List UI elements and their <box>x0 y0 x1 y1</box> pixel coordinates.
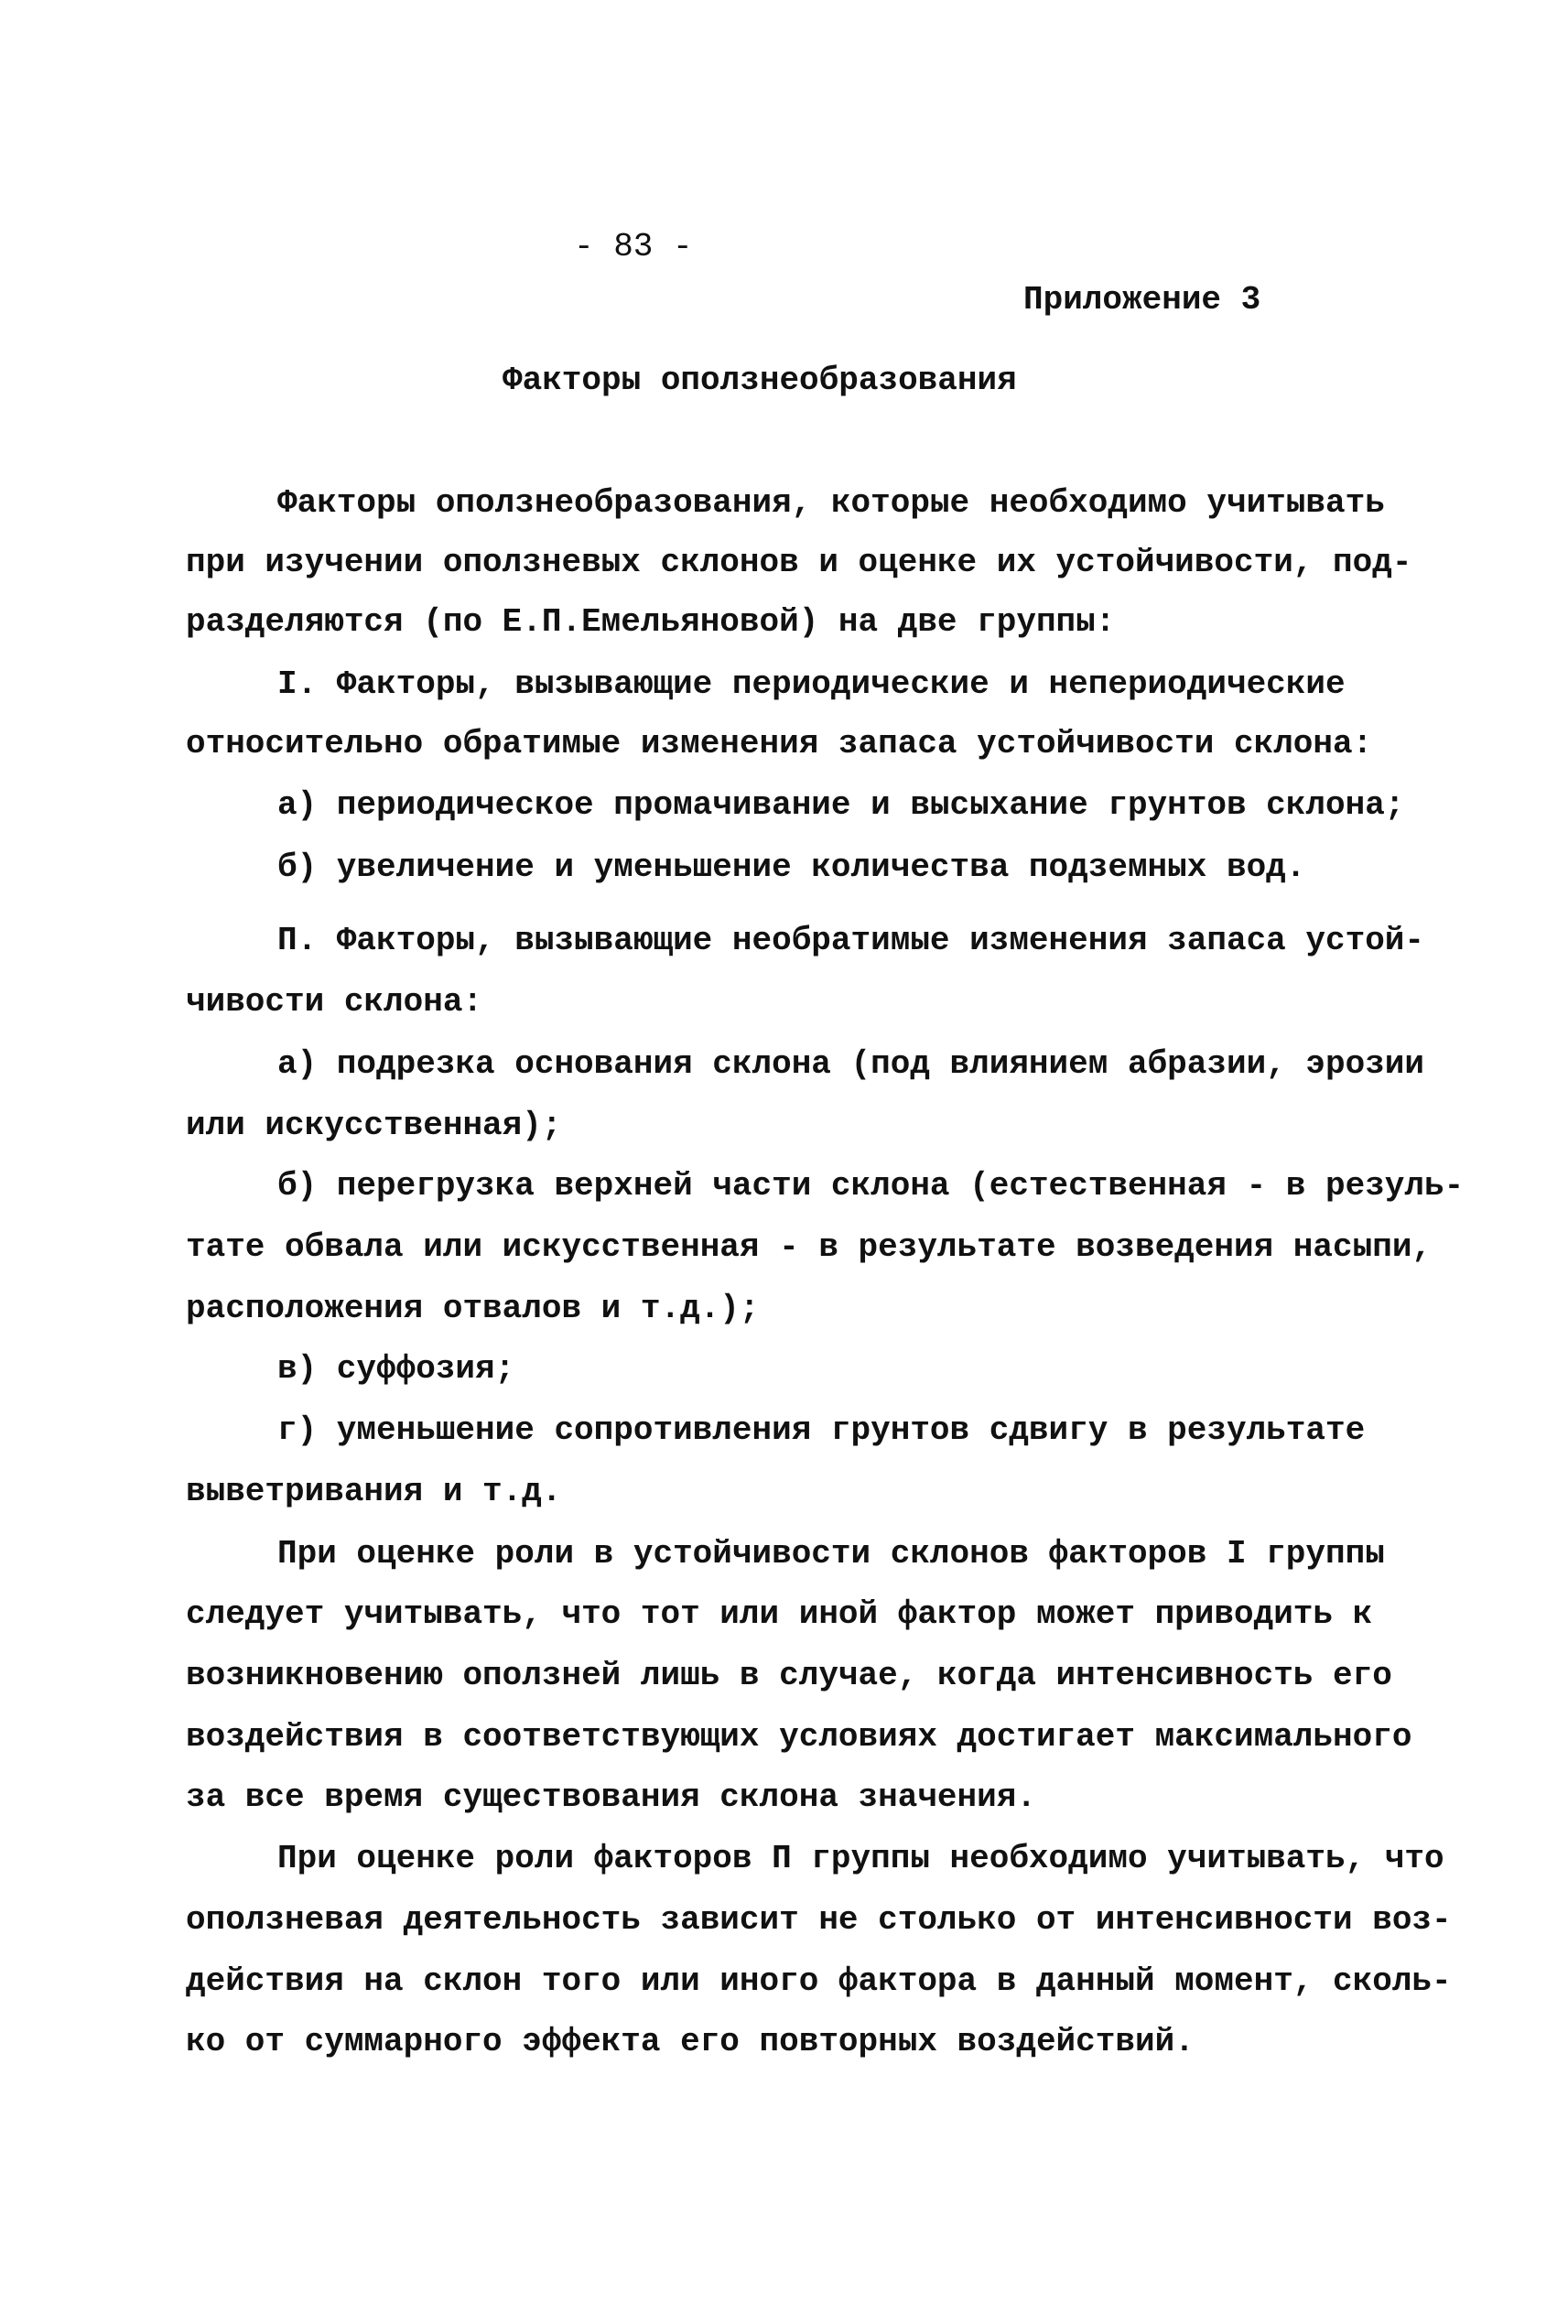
body-line: а) подрезка основания склона (под влиянием абразии, эрозии <box>277 1045 1425 1083</box>
body-line: оползневая деятельность зависит не столько от интенсивности воз- <box>186 1901 1452 1939</box>
body-line: или искусственная); <box>186 1107 562 1144</box>
body-line: за все время существования склона значения. <box>186 1778 1036 1816</box>
body-line: При оценке роли факторов П группы необходимо учитывать, что <box>277 1840 1444 1877</box>
body-line: расположения отвалов и т.д.); <box>186 1290 760 1327</box>
body-line: выветривания и т.д. <box>186 1473 562 1510</box>
body-line: П. Факторы, вызывающие необратимые изменения запаса устой- <box>277 922 1425 959</box>
body-line: при изучении оползневых склонов и оценке их устойчивости, под- <box>186 544 1412 581</box>
body-line: б) перегрузка верхней части склона (естественная - в резуль- <box>277 1167 1465 1205</box>
body-line: возникновению оползней лишь в случае, когда интенсивность его <box>186 1657 1392 1694</box>
body-line: а) периодическое промачивание и высыхание грунтов склона; <box>277 786 1405 824</box>
body-line: тате обвала или искусственная - в результате возведения насыпи, <box>186 1228 1433 1266</box>
body-line: в) суффозия; <box>277 1350 515 1388</box>
page-number: - 83 - <box>574 228 693 265</box>
body-line: следует учитывать, что тот или иной фактор может приводить к <box>186 1595 1373 1633</box>
body-line: Факторы оползнеобразования, которые необходимо учитывать <box>277 484 1385 522</box>
body-line: При оценке роли в устойчивости склонов факторов I группы <box>277 1535 1385 1573</box>
body-line: относительно обратимые изменения запаса устойчивости склона: <box>186 725 1373 762</box>
body-line: ко от суммарного эффекта его повторных воздействий. <box>186 2023 1195 2060</box>
body-line: воздействия в соответствующих условиях достигает максимального <box>186 1718 1412 1756</box>
body-line: разделяются (по Е.П.Емельяновой) на две группы: <box>186 603 1116 641</box>
body-line: I. Факторы, вызывающие периодические и непериодические <box>277 665 1346 703</box>
body-line: действия на склон того или иного фактора в данный момент, сколь- <box>186 1962 1452 2000</box>
body-line: б) увеличение и уменьшение количества подземных вод. <box>277 849 1306 886</box>
body-line: г) уменьшение сопротивления грунтов сдвигу в результате <box>277 1411 1366 1449</box>
appendix-label: Приложение 3 <box>1023 281 1261 319</box>
document-title: Факторы оползнеобразования <box>503 362 1017 399</box>
body-line: чивости склона: <box>186 983 483 1021</box>
